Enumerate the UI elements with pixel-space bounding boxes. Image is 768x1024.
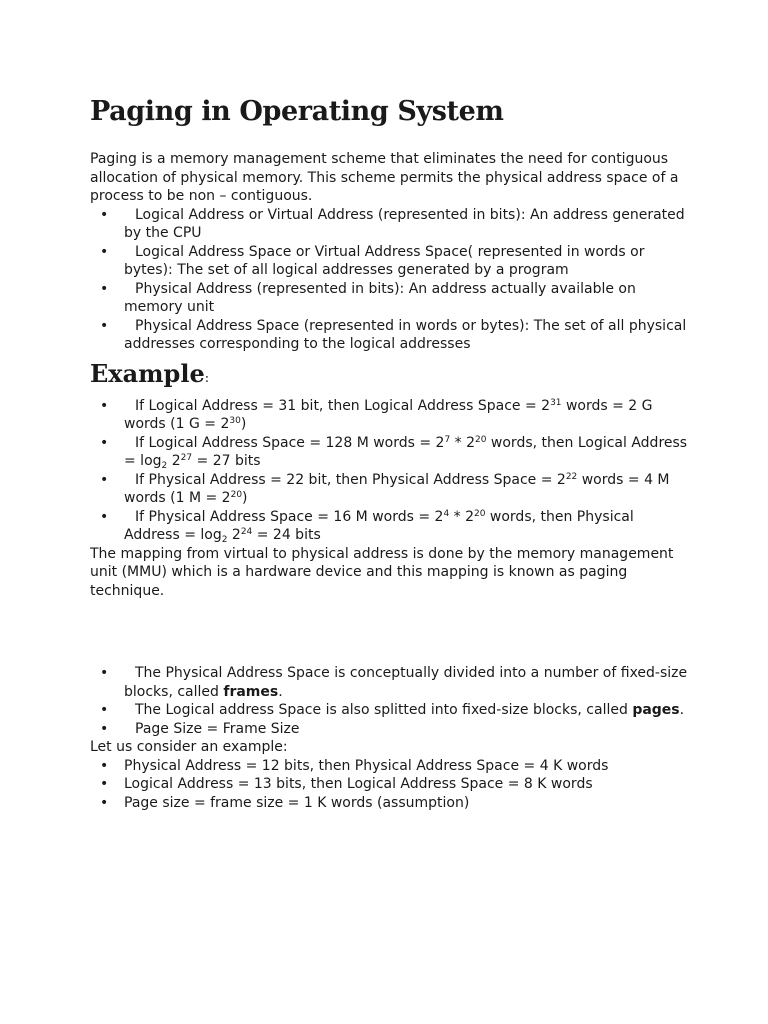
example-text: words, then Physical Address = log [124,508,634,543]
example-text: words = 4 M words (1 M = 2 [124,471,670,506]
list-item [90,317,690,354]
superscript: 27 [180,453,193,463]
document-content [90,94,690,812]
example-text: If Logical Address Space = 128 M words = 2 [135,434,445,451]
concept-text: The Physical Address Space is conceptually divided into a number of fixed-size blocks, called [124,665,688,700]
example-text: If Physical Address = 22 bit, then Physical Address Space = 2 [135,471,566,488]
bold-term-frames: frames [223,683,279,700]
list-item [90,720,690,739]
list-item [90,280,690,317]
superscript: 20 [474,508,486,519]
list-item [90,397,690,434]
superscript: 7 [444,434,451,445]
bold-term-pages: pages [632,702,680,718]
superscript: 22 [565,471,578,482]
example-text: ) [240,416,247,432]
definition-text: Logical Address Space or Virtual Address Space( represented in words or bytes): The set of all logical addresses generated by a program [124,243,645,278]
superscript: 20 [475,434,487,445]
example-text: * 2 [450,434,476,451]
example-text: words, then Logical Address = log [124,434,688,469]
list-item [90,794,690,813]
subscript: 2 [161,461,168,471]
consider-item-text: Logical Address = 13 bits, then Logical Address Space = 8 K words [124,776,593,792]
list-item [90,434,690,471]
list-item [90,775,690,794]
concept-text: The Logical address Space is also splitted into fixed-size blocks, called [135,702,633,718]
examples-list [90,397,690,545]
definition-text: Physical Address Space (represented in words or bytes): The set of all physical addresses corresponding to the logical addresses [124,317,687,352]
superscript: 31 [550,397,562,408]
example-text: words = 2 G words (1 G = 2 [124,397,653,432]
consider-item-text: Page size = frame size = 1 K words (assumption) [124,794,470,811]
example-text: 2 [167,453,181,469]
concepts-list [90,664,690,738]
example-text: = 27 bits [192,453,261,469]
consider-item-text: Physical Address = 12 bits, then Physical Address Space = 4 K words [124,757,609,774]
page-title: Paging in Operating System [90,96,504,127]
definition-text: Logical Address or Virtual Address (represented in bits): An address generated by the CPU [124,206,685,241]
concept-text: Page Size = Frame Size [135,720,300,737]
superscript: 30 [229,416,241,426]
blank-space [90,600,690,664]
example-heading-text: Example [90,358,205,388]
subscript: 2 [221,535,228,545]
example-heading-colon: : [204,370,210,386]
definitions-list [90,206,690,354]
example-text: If Logical Address = 31 bit, then Logical Address Space = 2 [135,397,551,414]
concept-text: . [679,702,685,718]
list-item [90,243,690,280]
consider-paragraph: Let us consider an example: [90,739,288,755]
superscript: 4 [443,508,450,519]
mapping-paragraph: The mapping from virtual to physical address is done by the memory management unit (MMU) which is a hardware device and this mapping is known as paging technique. [90,545,674,599]
list-item [90,508,690,545]
example-heading [90,360,690,393]
example-text: = 24 bits [252,527,321,543]
example-text: ) [242,490,248,506]
example-text: 2 [227,527,241,543]
list-item [90,664,690,701]
concept-text: . [278,683,283,700]
list-item [90,471,690,508]
example-text: * 2 [449,508,474,525]
example-text: If Physical Address Space = 16 M words = 2 [135,508,444,525]
superscript: 20 [230,490,243,500]
superscript: 24 [240,527,253,537]
definition-text: Physical Address (represented in bits): An address actually available on memory unit [124,280,636,315]
list-item [90,757,690,776]
list-item [90,701,690,720]
intro-paragraph: Paging is a memory management scheme that eliminates the need for contiguous allocation of physical memory. This scheme permits the physical address space of a process to be non – contiguous. [90,151,679,204]
list-item [90,206,690,243]
consider-list [90,757,690,813]
